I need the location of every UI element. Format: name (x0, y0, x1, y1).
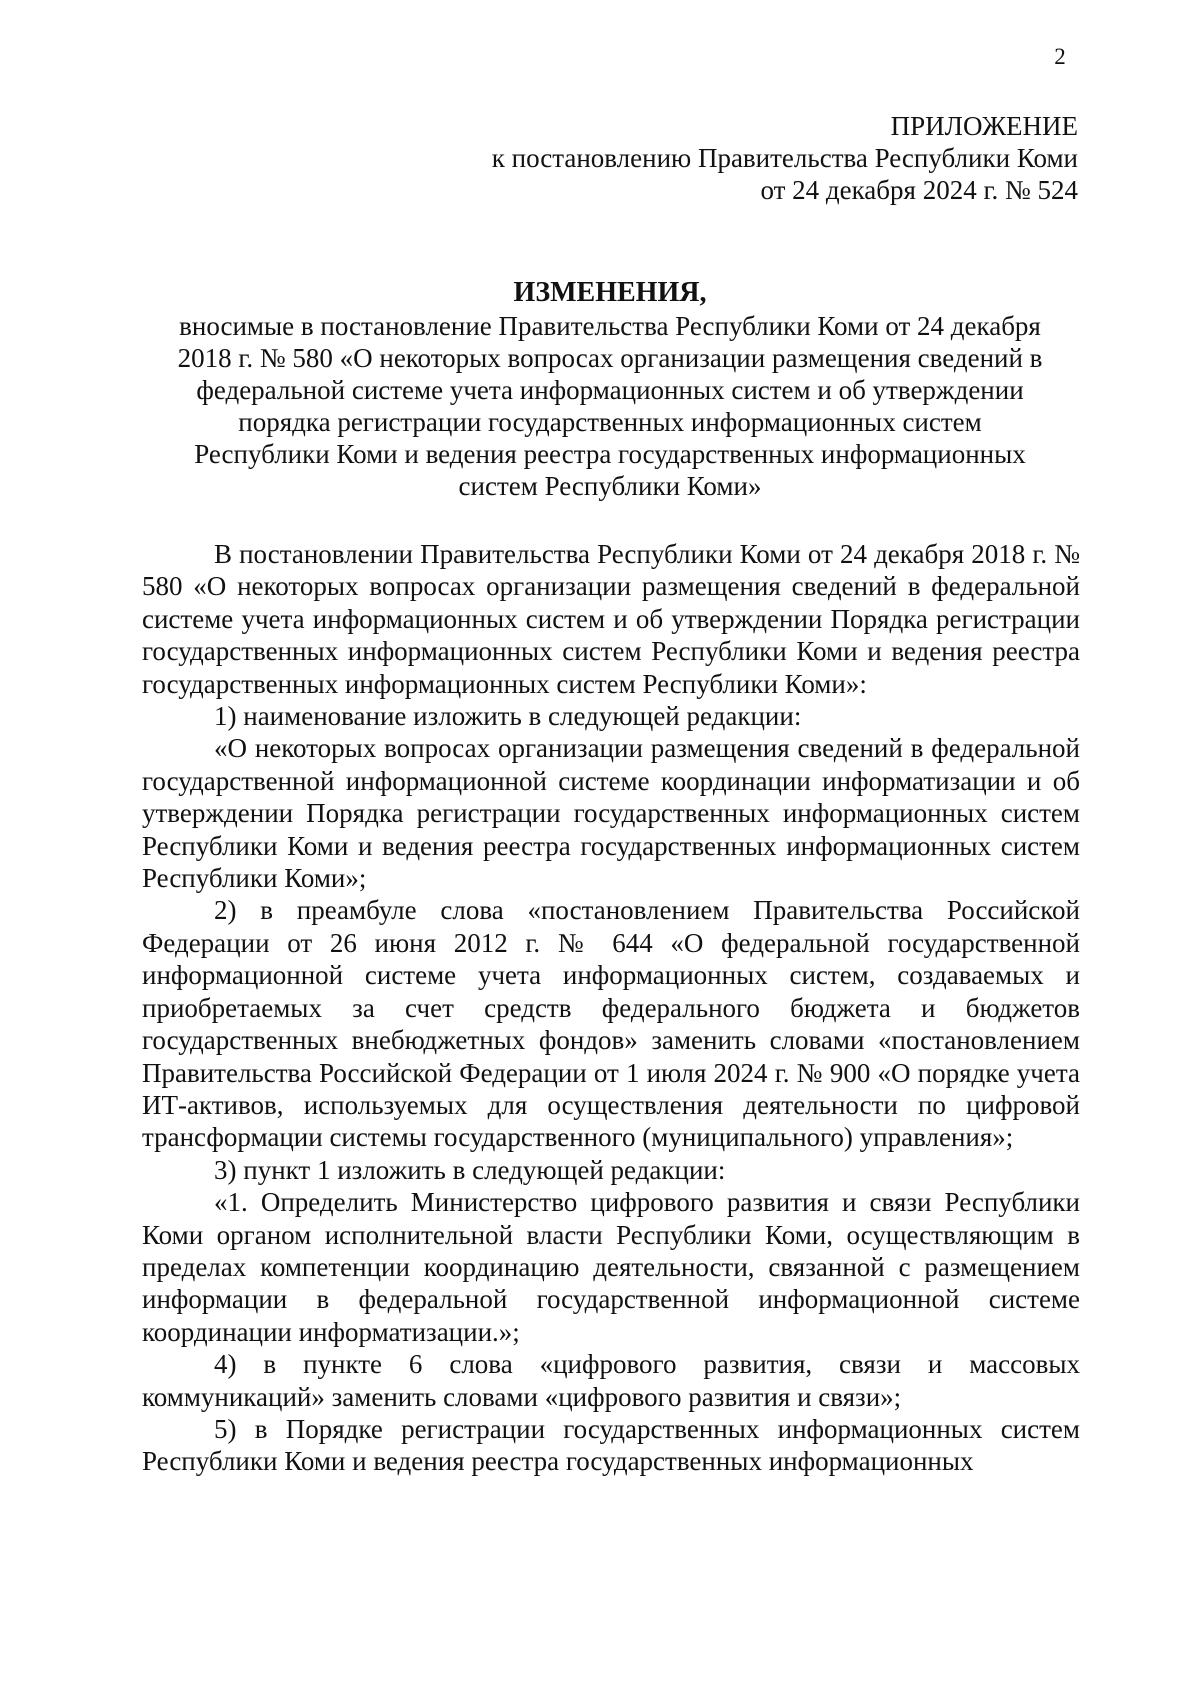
body-paragraph-item-5: 5) в Порядке регистрации государственных информационных систем Республики Коми и ведения реестра государственных информационных (142, 1413, 1080, 1477)
document-title-block (140, 276, 1080, 502)
body-paragraph-item-3: 3) пункт 1 изложить в следующей редакции: (214, 1154, 726, 1185)
annex-block (492, 110, 1078, 206)
body-paragraph-item-2: 2) в преамбуле слова «постановлением Правительства Российской Федерации от 26 июня 2012 г. № 644 «О федеральной государственной информационной системе учета информационных систем, создаваемых и приобретаемых за счет средств федерального бюджета и бюджетов государственных внебюджетных фондов» заменить словами «постановлением Правительства Российской Федерации от 1 июля 2024 г. № 900 «О порядке учета ИТ-активов, используемых для осуществления деятельности по цифровой трансформации системы государственного (муниципального) управления»; (142, 895, 1080, 1153)
annex-date-number: от 24 декабря 2024 г. № 524 (760, 175, 1078, 205)
annex-reference: к постановлению Правительства Республики Коми (491, 143, 1078, 173)
page-number: 2 (1054, 44, 1066, 69)
document-body (142, 538, 1080, 1478)
body-paragraph-item-1: 1) наименование изложить в следующей редакции: (214, 701, 802, 732)
body-paragraph-quote-1: «О некоторых вопросах организации размещения сведений в федеральной государственной информационной системе координации информатизации и об утверждении Порядка регистрации государственных информационных систем Республики Коми и ведения реестра государственных информационных систем Республики Коми»; (142, 733, 1080, 894)
annex-label: ПРИЛОЖЕНИЕ (890, 111, 1078, 141)
subtitle-line: порядка регистрации государственных информационных систем (238, 407, 982, 437)
subtitle-line: федеральной системе учета информационных систем и об утверждении (196, 375, 1024, 405)
body-paragraph-intro: В постановлении Правительства Республики Коми от 24 декабря 2018 г. № 580 «О некоторых вопросах организации размещения сведений в федеральной системе учета информационных систем и об утверждении Порядка регистрации государственных информационных систем Республики Коми и ведения реестра государственных информационных систем Республики Коми»: (142, 539, 1080, 699)
subtitle-line: вносимые в постановление Правительства Республики Коми от 24 декабря (179, 311, 1041, 341)
body-paragraph-quote-3: «1. Определить Министерство цифрового развития и связи Республики Коми органом исполнительной власти Республики Коми, осуществляющим в пределах компетенции координацию деятельности, связанной с размещением информации в федеральной государственной информационной системе координации информатизации.»; (142, 1187, 1080, 1347)
document-heading: ИЗМЕНЕНИЯ, (513, 277, 707, 308)
subtitle-line: 2018 г. № 580 «О некоторых вопросах организации размещения сведений в (177, 343, 1043, 373)
subtitle-line: систем Республики Коми» (458, 471, 762, 501)
subtitle-line: Республики Коми и ведения реестра государственных информационных (194, 439, 1026, 469)
body-paragraph-item-4: 4) в пункте 6 слова «цифрового развития, связи и массовых коммуникаций» заменить словами «цифрового развития и связи»; (142, 1349, 1080, 1412)
